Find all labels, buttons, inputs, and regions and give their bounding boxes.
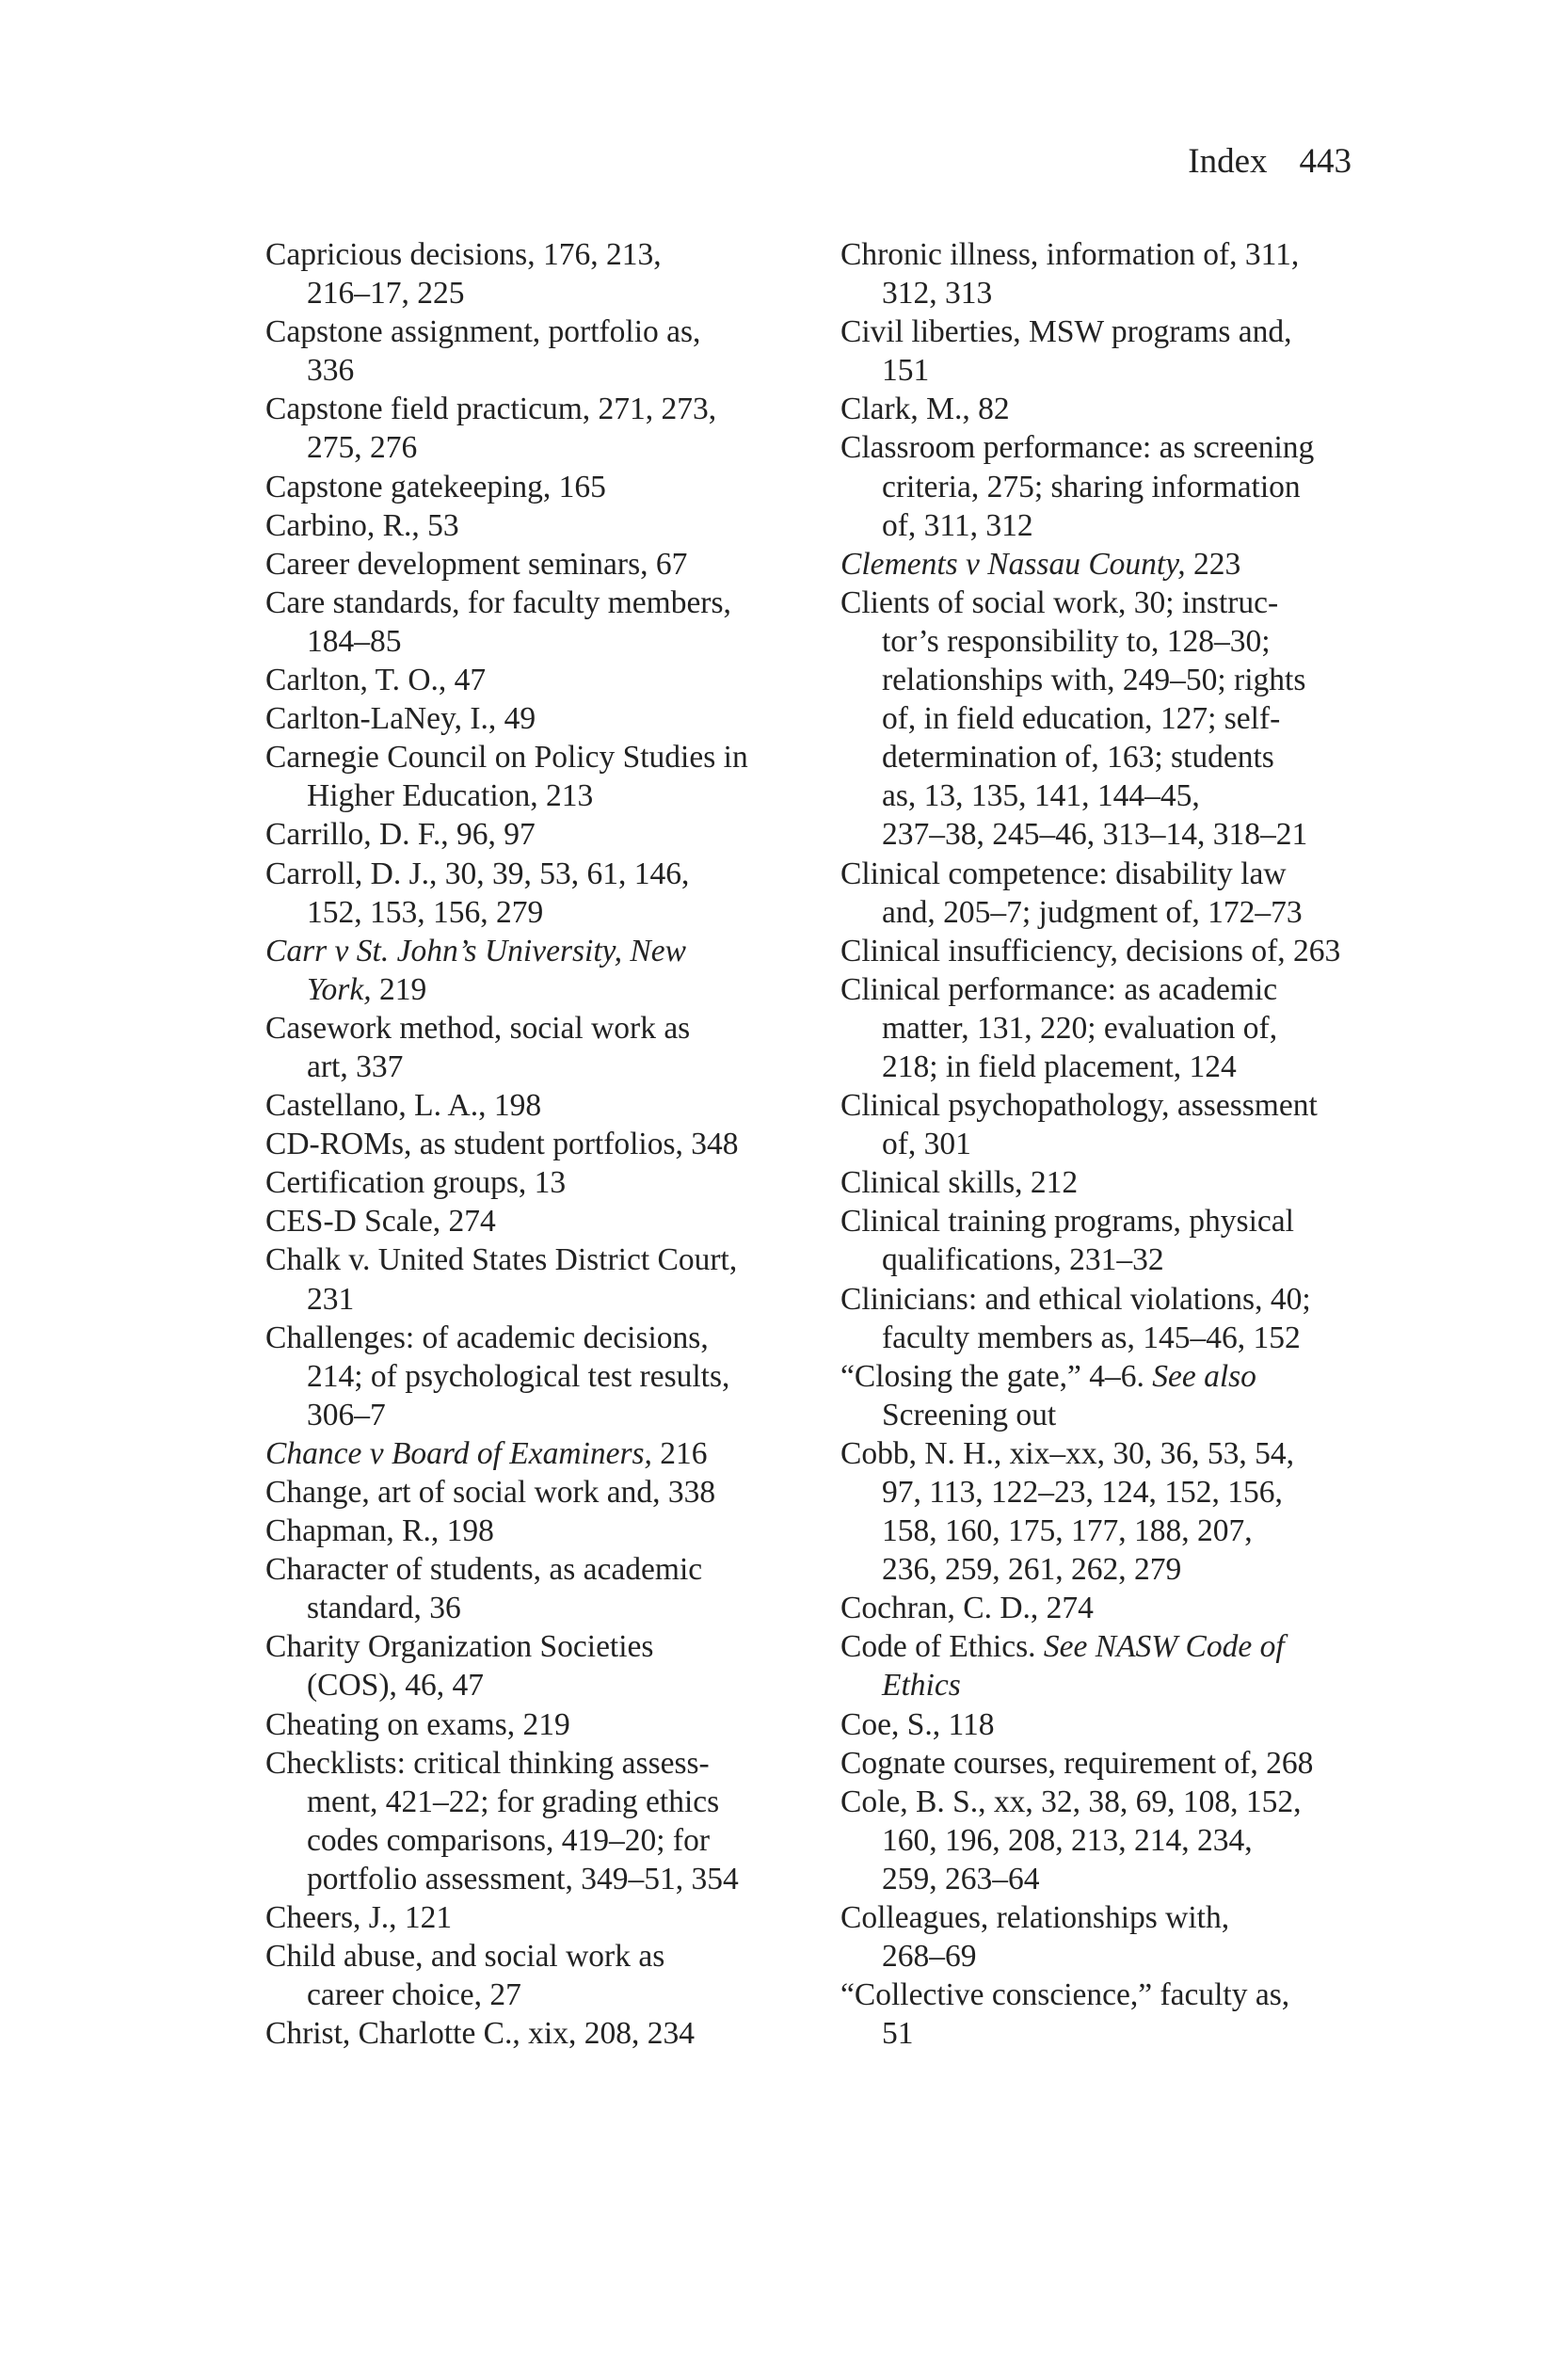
index-entry-line [265,545,830,584]
entry-text: 216–17, 225 [307,276,465,312]
index-entry-line [265,468,830,506]
index-entry-line [882,506,1368,545]
entry-text: matter, 131, 220; evaluation of, [882,1010,1278,1046]
index-entry-line [307,622,830,661]
entry-text: Capricious decisions, 176, 213, [265,237,662,272]
index-entry-line [265,2014,830,2053]
index-entry [265,312,830,390]
index-entry-line [882,1009,1368,1048]
index-entry [265,235,830,312]
index-entry [265,855,830,932]
index-entry-line [882,1937,1368,1976]
index-entry [840,1627,1368,1704]
index-entry-line [882,699,1368,738]
index-entry-line [307,351,830,390]
index-entry-line [265,738,830,776]
index-entry-line [265,815,830,854]
entry-text: Carlton, T. O., 47 [265,663,487,698]
entry-text: Casework method, social work as [265,1010,691,1046]
index-entry [265,1937,830,2014]
index-entry-line [265,1240,830,1279]
index-entry-line [307,1783,830,1821]
index-entry [265,506,830,545]
entry-text: qualifications, 231–32 [882,1242,1164,1278]
index-entry [265,545,830,584]
entry-text: Certification groups, 13 [265,1165,567,1201]
entry-text: Carroll, D. J., 30, 39, 53, 61, 146, [265,856,690,891]
entry-text: art, 337 [307,1048,404,1084]
index-entry-line [882,661,1368,699]
entry-text: 158, 160, 175, 177, 188, 207, [882,1513,1253,1549]
index-entry [265,1434,830,1473]
index-entry-line [265,506,830,545]
index-entry-line [307,1860,830,1898]
entry-text: Capstone assignment, portfolio as, [265,314,701,350]
index-entry-line [265,1898,830,1937]
index-entry [265,932,830,1009]
italic-text: York, [307,971,372,1007]
entry-text: Change, art of social work and, 338 [265,1475,716,1510]
entry-text: Carbino, R., 53 [265,507,459,543]
entry-text: Charity Organization Societies [265,1629,654,1665]
index-entry [840,1589,1368,1627]
entry-text: Classroom performance: as screening [840,430,1315,466]
index-entry-line [840,932,1368,970]
index-entry-line [265,1705,830,1744]
entry-text: Clinical performance: as academic [840,971,1278,1007]
index-entry-line [265,1550,830,1589]
entry-text: Clinical skills, 212 [840,1165,1079,1201]
index-entry-line [307,1976,830,2014]
index-entry-line [265,855,830,893]
index-entry-line [882,274,1368,312]
index-entry-line [265,1512,830,1550]
index-entry-line [882,815,1368,854]
index-entry [265,1512,830,1550]
index-entry [265,738,830,815]
index-entry-line [307,893,830,932]
entry-text: Civil liberties, MSW programs and, [840,314,1292,350]
index-entry-line [840,545,1368,584]
index-entry-line [265,1744,830,1783]
entry-text: Higher Education, 213 [307,778,594,814]
index-entry-line [882,1473,1368,1512]
index-entry-line [265,312,830,351]
index-entry-line [265,1473,830,1512]
index-entry-line [882,1550,1368,1589]
index-entry-line [265,699,830,738]
index-entry-line [307,274,830,312]
entry-text: 236, 259, 261, 262, 279 [882,1552,1182,1588]
index-entry-line [840,428,1368,467]
entry-text: “Closing the gate,” 4–6. [840,1358,1153,1394]
index-entry-line [265,1434,830,1473]
entry-text: Castellano, L. A., 198 [265,1088,542,1124]
index-entry [840,1976,1368,2053]
entry-text: 151 [882,353,930,389]
index-entry [265,1898,830,1937]
entry-text: of, 301 [882,1127,971,1162]
index-entry [265,699,830,738]
entry-text: 160, 196, 208, 213, 214, 234, [882,1822,1253,1858]
index-entry-line [840,1434,1368,1473]
entry-text: 97, 113, 122–23, 124, 152, 156, [882,1475,1283,1510]
italic-text: See also [1152,1358,1256,1394]
index-entry-line [882,776,1368,815]
index-entry [265,1009,830,1086]
index-entry-line [265,1627,830,1666]
entry-text: 275, 276 [307,430,418,466]
index-entry-line [840,1163,1368,1202]
entry-text: standard, 36 [307,1591,461,1626]
index-entry [840,1744,1368,1783]
index-entry [840,390,1368,428]
index-entry-line [265,1937,830,1976]
index-entry [840,428,1368,544]
entry-text: Clinical insufficiency, decisions of, 263 [840,933,1341,968]
index-entry-line [307,970,830,1009]
index-entry [840,1705,1368,1744]
index-entry [265,468,830,506]
index-entry [840,970,1368,1086]
entry-text: relationships with, 249–50; rights [882,663,1306,698]
entry-text: 223 [1185,546,1241,582]
index-entry-line [265,1086,830,1125]
entry-text: 231 [307,1281,355,1317]
entry-text: Carrillo, D. F., 96, 97 [265,817,536,853]
index-entry [265,1240,830,1318]
index-entry [840,545,1368,584]
index-entry-line [307,1396,830,1434]
index-entry-line [265,584,830,622]
index-entry-line [840,1744,1368,1783]
entry-text: determination of, 163; students [882,740,1274,776]
entry-text: 219 [371,971,427,1007]
index-entry-line [307,1666,830,1704]
index-entry-line [265,1009,830,1048]
entry-text: (COS), 46, 47 [307,1668,484,1704]
index-entry-line [840,1357,1368,1396]
index-entry-line [265,1319,830,1357]
index-entry [265,2014,830,2053]
entry-text: Care standards, for faculty members, [265,584,731,620]
entry-text: 312, 313 [882,276,993,312]
index-entry-line [882,738,1368,776]
entry-text: Chalk v. United States District Court, [265,1242,738,1278]
index-entry-line [882,468,1368,506]
italic-text: Carr v St. John’s University, New [265,933,686,968]
index-entry [840,584,1368,855]
entry-text: 184–85 [307,623,402,659]
index-entry-line [840,1627,1368,1666]
entry-text: Cheers, J., 121 [265,1900,453,1936]
index-entry-line [265,1163,830,1202]
index-entry-line [265,661,830,699]
entry-text: Cochran, C. D., 274 [840,1591,1094,1626]
index-entry-line [882,1396,1368,1434]
index-entry [265,390,830,467]
index-entry [265,1550,830,1627]
entry-text: Chronic illness, information of, 311, [840,237,1300,272]
entry-text: 216 [651,1435,708,1471]
entry-text: 237–38, 245–46, 313–14, 318–21 [882,817,1308,853]
index-entry-line [882,1666,1368,1704]
index-entry [840,1202,1368,1279]
index-entry [265,1086,830,1125]
index-entry-line [265,235,830,274]
entry-text: Clinical competence: disability law [840,856,1287,891]
index-entry [265,1163,830,1202]
entry-text: faculty members as, 145–46, 152 [882,1320,1301,1355]
entry-text: Cobb, N. H., xix–xx, 30, 36, 53, 54, [840,1435,1295,1471]
entry-text: portfolio assessment, 349–51, 354 [307,1861,739,1896]
entry-text: Cheating on exams, 219 [265,1706,570,1742]
index-entry [840,1280,1368,1357]
index-entry-line [840,1202,1368,1240]
entry-text: Character of students, as academic [265,1552,703,1588]
index-entry [265,1744,830,1898]
index-entry [265,1627,830,1704]
entry-text: and, 205–7; judgment of, 172–73 [882,894,1303,930]
index-column-right [840,235,1368,2053]
index-entry-line [840,1976,1368,2014]
entry-text: Chapman, R., 198 [265,1513,494,1549]
entry-text: Code of Ethics. [840,1629,1044,1665]
entry-text: codes comparisons, 419–20; for [307,1822,710,1858]
index-entry [840,235,1368,312]
index-entry-line [840,390,1368,428]
index-entry-line [840,1705,1368,1744]
entry-text: Challenges: of academic decisions, [265,1320,709,1355]
index-entry-line [265,390,830,428]
entry-text: 306–7 [307,1397,386,1432]
entry-text: of, in field education, 127; self- [882,701,1281,737]
index-entry [265,1705,830,1744]
index-entry-line [840,1086,1368,1125]
italic-text: Ethics [882,1668,961,1704]
index-entry [840,1434,1368,1589]
index-entry-line [265,932,830,970]
index-entry-line [265,1202,830,1240]
section-title: Index [1188,142,1268,181]
entry-text: Colleagues, relationships with, [840,1900,1230,1936]
index-entry-line [840,970,1368,1009]
entry-text: tor’s responsibility to, 128–30; [882,623,1271,659]
index-entry-line [840,1589,1368,1627]
entry-text: Coe, S., 118 [840,1706,995,1742]
entry-text: Clinical training programs, physical [840,1204,1294,1240]
index-entry-line [307,1280,830,1319]
entry-text: criteria, 275; sharing information [882,469,1301,504]
index-entry-line [882,1319,1368,1357]
entry-text: Cognate courses, requirement of, 268 [840,1745,1314,1781]
index-entry [265,815,830,854]
index-entry-line [882,1821,1368,1860]
entry-text: Cole, B. S., xx, 32, 38, 69, 108, 152, [840,1784,1302,1819]
index-entry [265,1319,830,1434]
entry-text: Child abuse, and social work as [265,1939,665,1975]
index-entry-line [265,1125,830,1163]
index-entry [265,1473,830,1512]
index-entry-line [840,1280,1368,1319]
entry-text: 259, 263–64 [882,1861,1040,1896]
index-entry [840,855,1368,932]
entry-text: Career development seminars, 67 [265,546,688,582]
entry-text: of, 311, 312 [882,507,1033,543]
entry-text: Christ, Charlotte C., xix, 208, 234 [265,2016,695,2052]
index-entry-line [840,1898,1368,1937]
index-entry-line [882,1048,1368,1086]
index-entry [840,932,1368,970]
entry-text: 218; in field placement, 124 [882,1048,1237,1084]
index-entry-line [882,622,1368,661]
index-entry-line [882,1125,1368,1163]
entry-text: “Collective conscience,” faculty as, [840,1977,1290,2013]
index-entry-line [307,1589,830,1627]
entry-text: 51 [882,2016,914,2052]
index-entry-line [840,1783,1368,1821]
italic-text: See NASW Code of [1043,1629,1285,1665]
entry-text: Clinicians: and ethical violations, 40; [840,1281,1311,1317]
entry-text: 336 [307,353,355,389]
index-entry-line [882,893,1368,932]
entry-text: as, 13, 135, 141, 144–45, [882,778,1200,814]
entry-text: Carlton-LaNey, I., 49 [265,701,536,737]
running-head [1188,141,1352,183]
index-entry-line [307,428,830,467]
index-entry-line [840,855,1368,893]
index-entry [840,1898,1368,1976]
entry-text: Screening out [882,1397,1057,1432]
index-entry [265,1125,830,1163]
index-entry-line [840,584,1368,622]
index-entry-line [840,235,1368,274]
entry-text: 152, 153, 156, 279 [307,894,544,930]
entry-text: CD-ROMs, as student portfolios, 348 [265,1127,739,1162]
index-entry-line [882,2014,1368,2053]
entry-text: Capstone field practicum, 271, 273, [265,392,717,427]
italic-text: Clements v Nassau County, [840,546,1186,582]
index-entry-line [882,1860,1368,1898]
index-column-left [265,235,830,2053]
entry-text: Checklists: critical thinking assess- [265,1745,710,1781]
index-entry [265,584,830,661]
entry-text: Clinical psychopathology, assessment [840,1088,1318,1124]
italic-text: Chance v Board of Examiners, [265,1435,652,1471]
index-entry-line [307,1821,830,1860]
index-entry [840,1163,1368,1202]
index-entry [265,1202,830,1240]
entry-text: Capstone gatekeeping, 165 [265,469,606,504]
index-entry-line [307,776,830,815]
entry-text: 268–69 [882,1939,977,1975]
index-entry-line [307,1048,830,1086]
entry-text: CES-D Scale, 274 [265,1204,496,1240]
index-entry-line [882,351,1368,390]
index-entry [840,1357,1368,1434]
index-entry-line [840,312,1368,351]
index-entry-line [882,1512,1368,1550]
entry-text: ment, 421–22; for grading ethics [307,1784,720,1819]
index-entry [840,1086,1368,1163]
page-number: 443 [1299,142,1352,181]
entry-text: Clark, M., 82 [840,392,1010,427]
index-entry [840,1783,1368,1898]
index-entry-line [307,1357,830,1396]
entry-text: 214; of psychological test results, [307,1358,730,1394]
entry-text: Carnegie Council on Policy Studies in [265,740,748,776]
entry-text: career choice, 27 [307,1977,521,2013]
entry-text: Clients of social work, 30; instruc- [840,584,1279,620]
index-entry [265,661,830,699]
index-entry-line [882,1240,1368,1279]
index-entry [840,312,1368,390]
